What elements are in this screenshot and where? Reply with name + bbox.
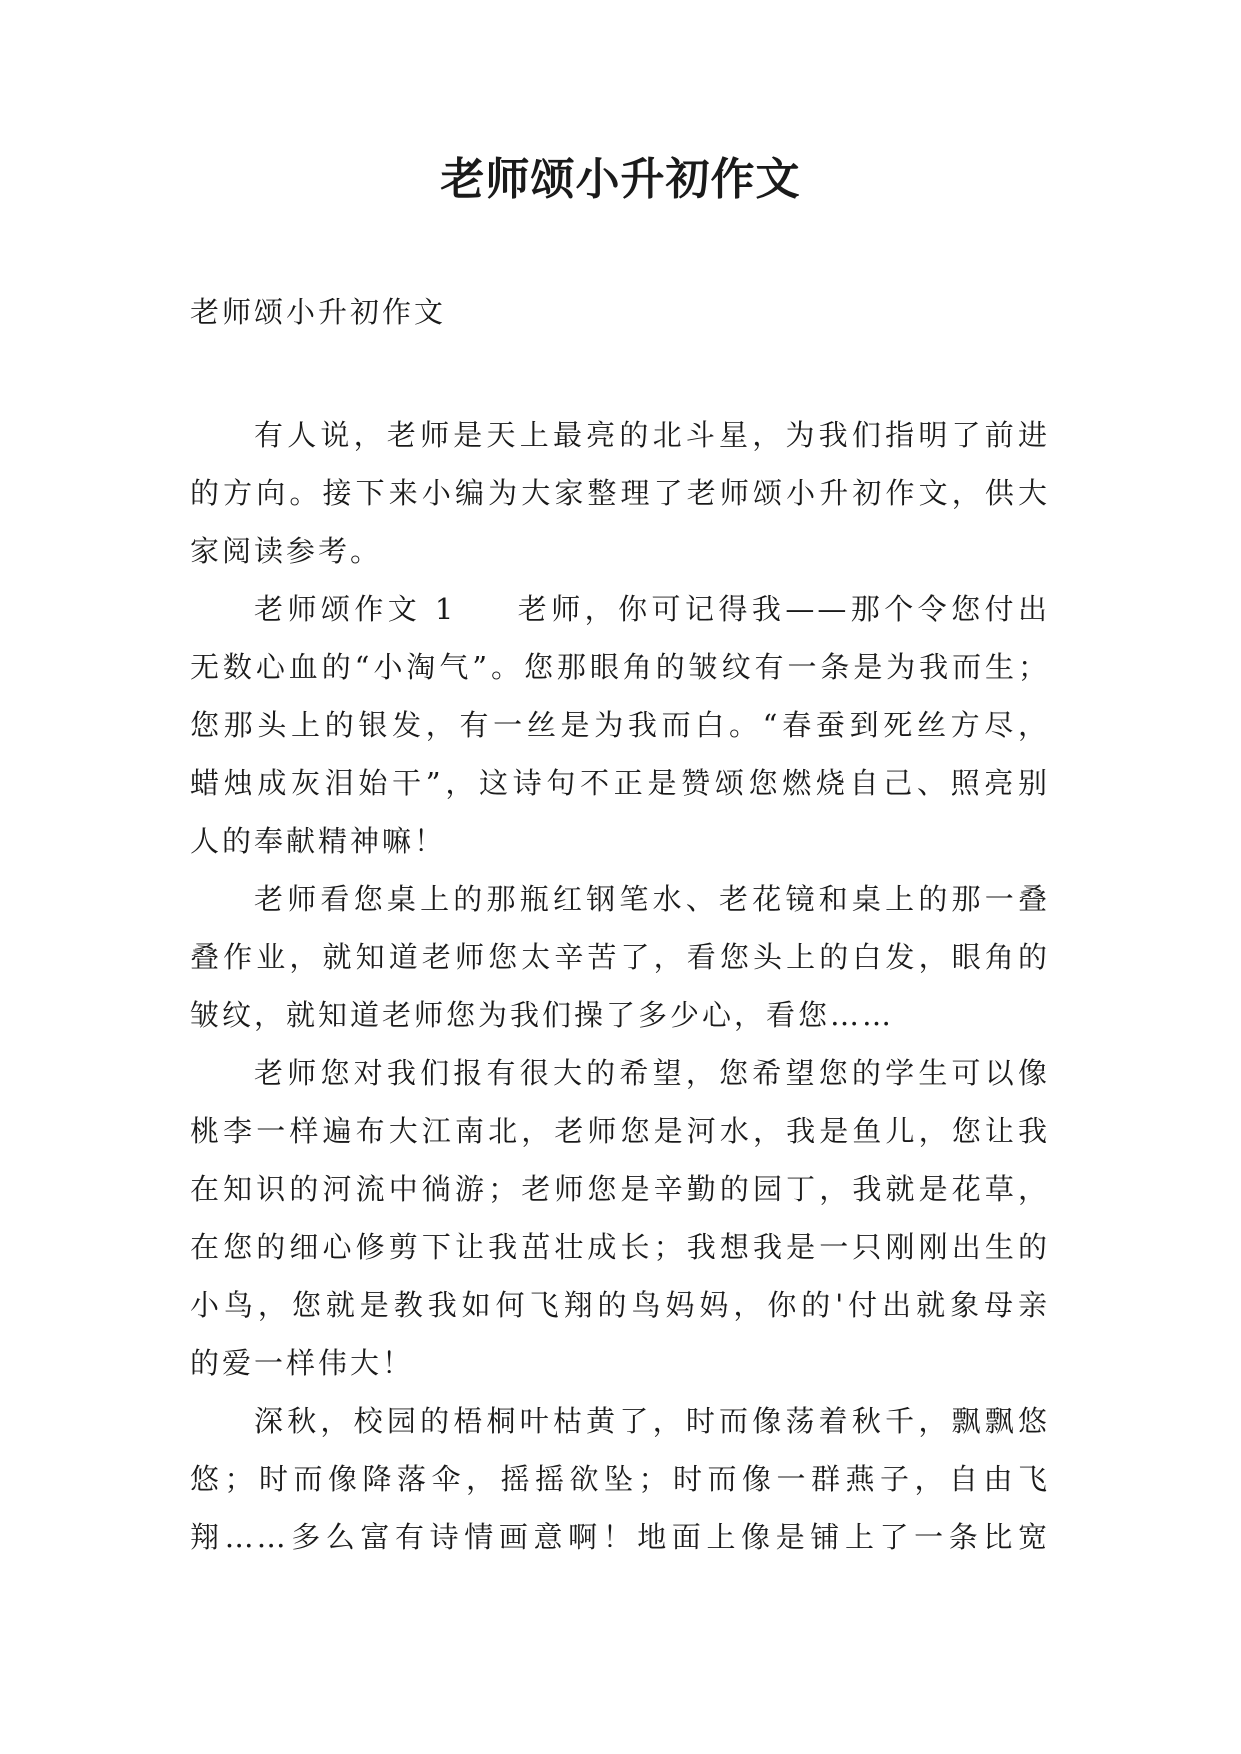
paragraph-line: 的方向。接下来小编为大家整理了老师颂小升初作文，供大 [190,476,1050,510]
paragraph-line: 有人说，老师是天上最亮的北斗星，为我们指明了前进 [254,418,1050,452]
document-subtitle: 老师颂小升初作文 [190,295,447,329]
paragraph-line: 您那头上的银发，有一丝是为我而白。“春蚕到死丝方尽， [190,708,1050,742]
paragraph-line: 老师看您桌上的那瓶红钢笔水、老花镜和桌上的那一叠 [254,882,1050,916]
paragraph-line: 老师您对我们报有很大的希望，您希望您的学生可以像 [254,1056,1050,1090]
document-body [190,406,1050,1566]
paragraph-line: 无数心血的“小淘气”。您那眼角的皱纹有一条是为我而生； [190,650,1050,684]
paragraph-4 [190,1044,1050,1392]
paragraph-line: 的爱一样伟大！ [190,1346,415,1380]
paragraph-line: 深秋，校园的梧桐叶枯黄了，时而像荡着秋千，飘飘悠 [254,1404,1050,1438]
document-title: 老师颂小升初作文 [440,154,801,205]
paragraph-line: 叠作业，就知道老师您太辛苦了，看您头上的白发，眼角的 [190,940,1050,974]
paragraph-line-text: 老师，你可记得我——那个令您付出 [516,592,1050,626]
paragraph-line: 翔……多么富有诗情画意啊！地面上像是铺上了一条比宽 [190,1520,1050,1554]
paragraph-line: 家阅读参考。 [190,534,383,568]
paragraph-intro [190,406,1050,580]
paragraph-line: 在您的细心修剪下让我茁壮成长；我想我是一只刚刚出生的 [190,1230,1050,1264]
paragraph-3 [190,870,1050,1044]
paragraph-line: 人的奉献精神嘛！ [190,824,447,858]
essay-heading: 老师颂作文 1 [254,592,457,626]
paragraph-line: 悠；时而像降落伞，摇摇欲坠；时而像一群燕子，自由飞 [190,1462,1050,1496]
paragraph-line [190,580,1050,638]
paragraph-line: 小鸟，您就是教我如何飞翔的鸟妈妈，你的'付出就象母亲 [190,1288,1050,1322]
paragraph-line: 在知识的河流中徜游；老师您是辛勤的园丁，我就是花草， [190,1172,1050,1206]
paragraph-5 [190,1392,1050,1566]
paragraph-line: 桃李一样遍布大江南北，老师您是河水，我是鱼儿，您让我 [190,1114,1050,1148]
paragraph-line: 皱纹，就知道老师您为我们操了多少心，看您…… [190,998,895,1032]
paragraph-essay-1 [190,580,1050,870]
paragraph-line: 蜡烛成灰泪始干”，这诗句不正是赞颂您燃烧自己、照亮别 [190,766,1050,800]
